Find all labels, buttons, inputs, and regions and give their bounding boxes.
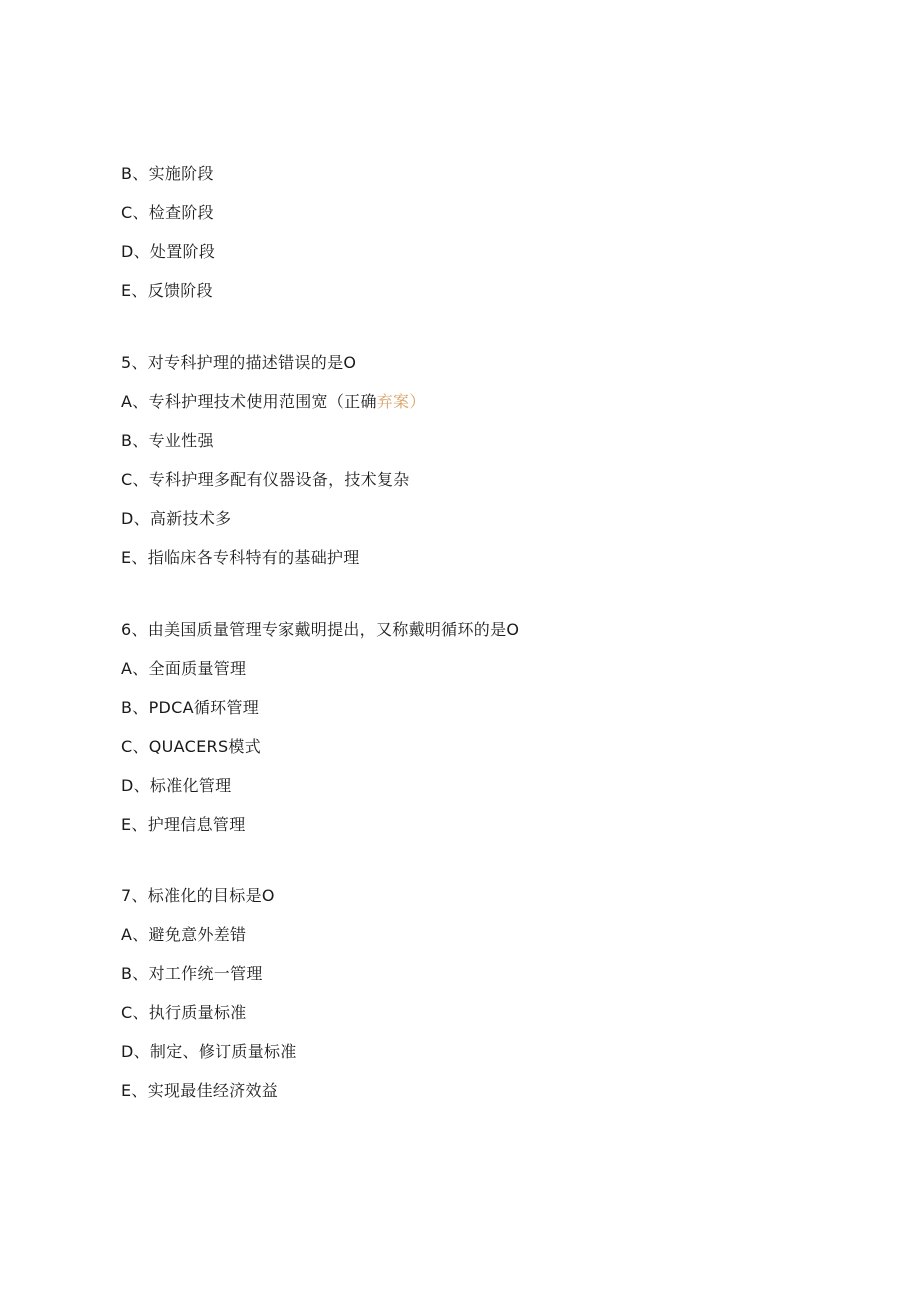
q5-option-e: E、指临床各专科特有的基础护理 xyxy=(121,548,360,567)
q7-option-b: B、对工作统一管理 xyxy=(121,964,263,983)
q4-option-c: C、检查阶段 xyxy=(121,203,214,222)
q6-option-d: D、标准化管理 xyxy=(121,776,232,795)
q5-option-a-text: A、专科护理技术使用范围宽（正确 xyxy=(121,392,377,411)
q4-option-b: B、实施阶段 xyxy=(121,164,214,183)
q5-option-b: B、专业性强 xyxy=(121,431,214,450)
q4-option-d: D、处置阶段 xyxy=(121,242,216,261)
q7-option-a: A、避免意外差错 xyxy=(121,925,247,944)
q5-option-d: D、高新技术多 xyxy=(121,509,232,528)
q6-option-a: A、全面质量管理 xyxy=(121,659,247,678)
q7-option-d: D、制定、修订质量标准 xyxy=(121,1042,297,1061)
q6-option-b: B、PDCA循环管理 xyxy=(121,698,260,717)
q5-option-c: C、专科护理多配有仪器设备，技术复杂 xyxy=(121,470,410,489)
q5-question: 5、对专科护理的描述错误的是O xyxy=(121,353,357,372)
q6-option-e: E、护理信息管理 xyxy=(121,815,246,834)
q4-option-e: E、反馈阶段 xyxy=(121,281,213,300)
q7-option-c: C、执行质量标准 xyxy=(121,1003,247,1022)
q6-option-c: C、QUACERS模式 xyxy=(121,737,261,756)
q5-option-a xyxy=(121,392,426,412)
q7-option-e: E、实现最佳经济效益 xyxy=(121,1081,279,1100)
q5-answer-marker: 弃案） xyxy=(376,392,426,411)
q7-question: 7、标准化的目标是O xyxy=(121,886,275,905)
q6-question: 6、由美国质量管理专家戴明提出，又称戴明循环的是O xyxy=(121,620,520,639)
